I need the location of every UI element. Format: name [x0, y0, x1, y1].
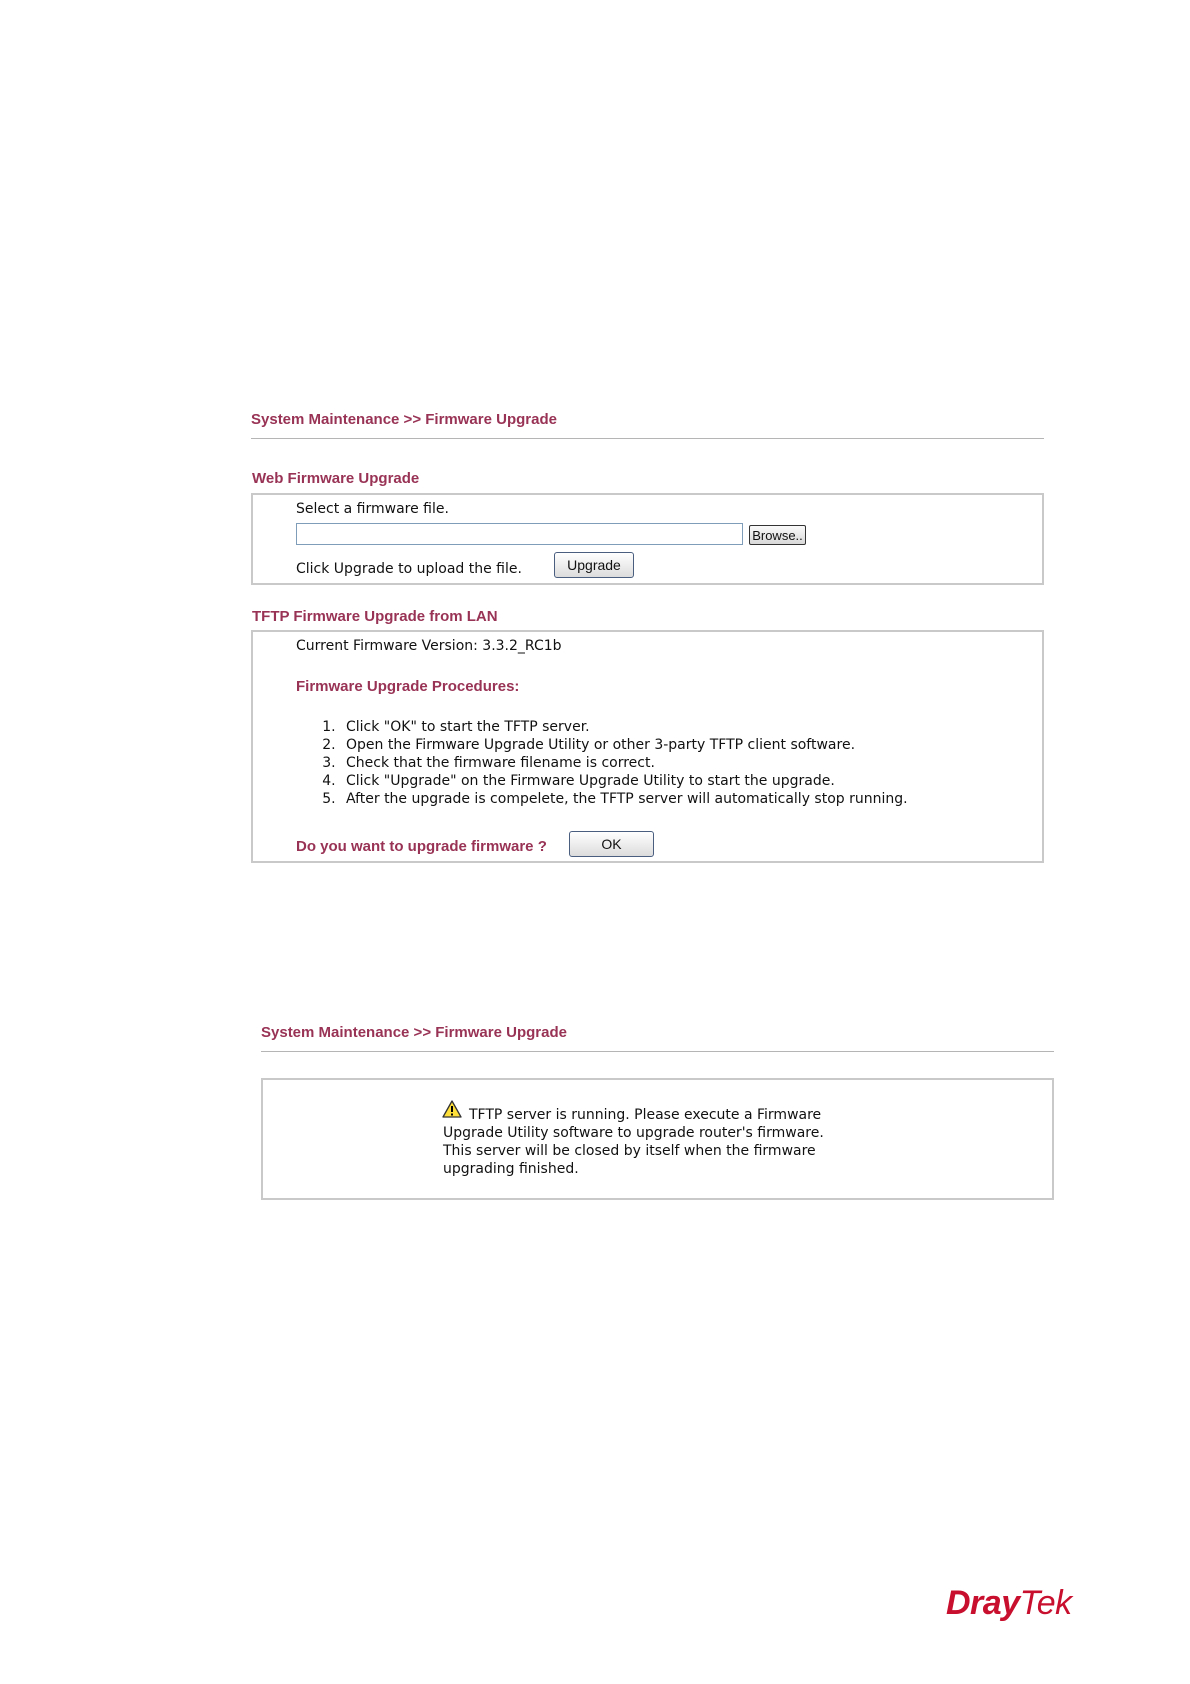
select-file-label: Select a firmware file.: [296, 501, 449, 517]
upgrade-question: Do you want to upgrade firmware ?: [296, 838, 547, 855]
logo-part-tek: Tek: [1019, 1584, 1072, 1622]
web-upgrade-title: Web Firmware Upgrade: [252, 470, 420, 487]
procedure-step: 5. After the upgrade is compelete, the TFTP server will automatically stop running.: [340, 790, 908, 808]
message-line: This server will be closed by itself when the firmware: [443, 1143, 816, 1159]
procedures-title: Firmware Upgrade Procedures:: [296, 678, 520, 695]
firmware-file-input[interactable]: [296, 523, 743, 545]
logo-part-dray: Dray: [946, 1584, 1020, 1622]
tftp-upgrade-title: TFTP Firmware Upgrade from LAN: [252, 608, 498, 625]
click-upgrade-label: Click Upgrade to upload the file.: [296, 561, 522, 577]
web-upgrade-panel: [251, 493, 1044, 585]
breadcrumb: System Maintenance >> Firmware Upgrade: [251, 411, 557, 428]
tftp-upgrade-panel: [251, 630, 1044, 863]
draytek-logo: [946, 1584, 1072, 1623]
procedure-step: 1. Click "OK" to start the TFTP server.: [340, 718, 908, 736]
procedure-step: 3. Check that the firmware filename is correct.: [340, 754, 908, 772]
message-line: TFTP server is running. Please execute a Firmware: [469, 1107, 822, 1123]
procedure-step: 4. Click "Upgrade" on the Firmware Upgrade Utility to start the upgrade.: [340, 772, 908, 790]
browse-button[interactable]: Browse..: [749, 525, 806, 545]
procedure-steps: [296, 718, 908, 808]
procedure-step: 2. Open the Firmware Upgrade Utility or other 3-party TFTP client software.: [340, 736, 908, 754]
firmware-version-label: Current Firmware Version: 3.3.2_RC1b: [296, 638, 562, 654]
ok-button[interactable]: OK: [569, 831, 654, 857]
breadcrumb-divider: [251, 438, 1044, 439]
breadcrumb-2: System Maintenance >> Firmware Upgrade: [261, 1024, 567, 1041]
upgrade-button[interactable]: Upgrade: [554, 552, 634, 578]
message-line: upgrading finished.: [443, 1161, 579, 1177]
breadcrumb-divider-2: [261, 1051, 1054, 1052]
message-line: Upgrade Utility software to upgrade router's firmware.: [443, 1125, 824, 1141]
tftp-running-message: [443, 1106, 883, 1178]
tftp-running-panel: [261, 1078, 1054, 1200]
